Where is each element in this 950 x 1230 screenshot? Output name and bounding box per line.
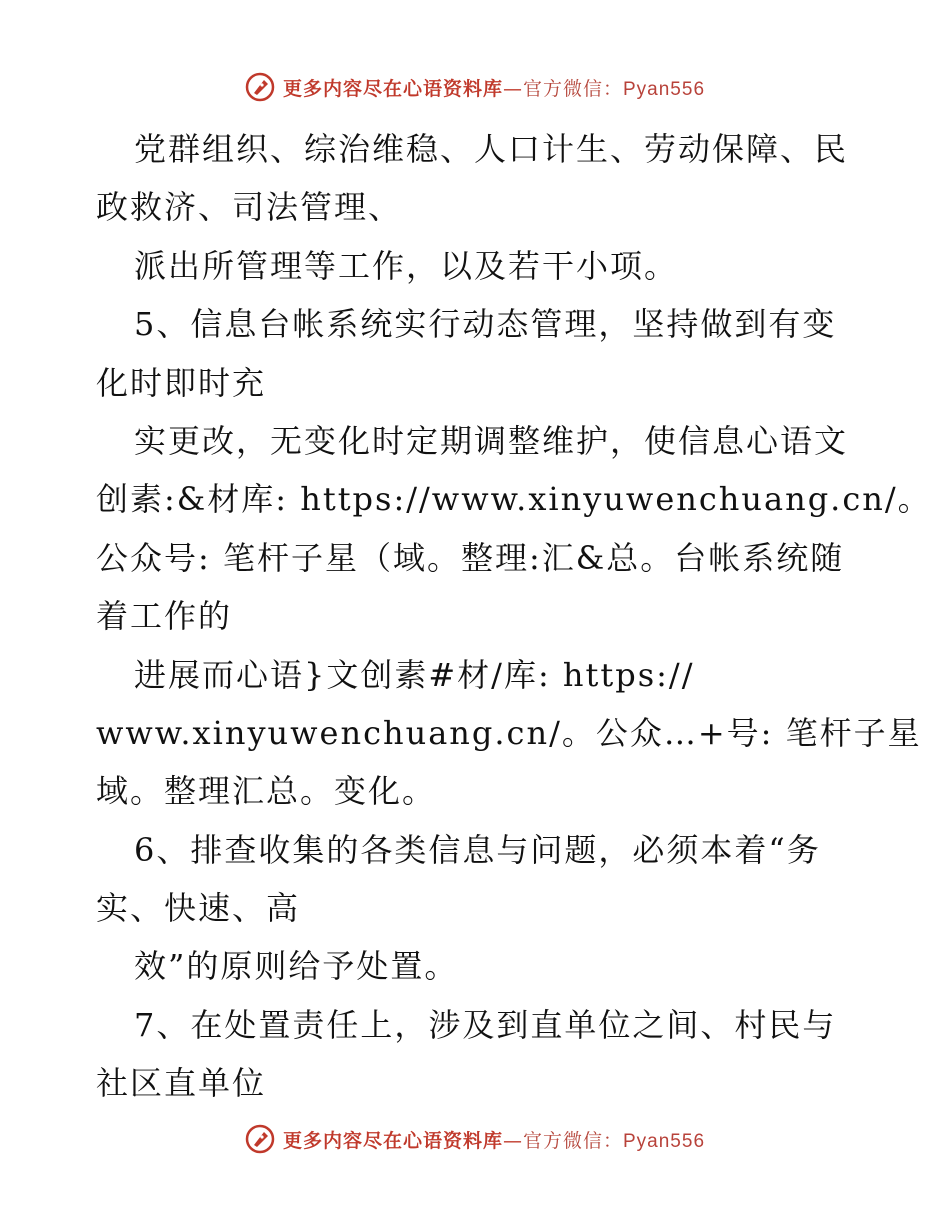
banner-wechat-id: Pyan556 (623, 78, 706, 100)
footer-banner (0, 1124, 950, 1154)
banner-text (283, 1126, 705, 1153)
body-line: 党群组织、综治维稳、人口计生、劳动保障、民 (134, 130, 849, 168)
banner-wechat-label: 官方微信： (522, 77, 623, 100)
banner-separator: — (502, 77, 523, 100)
banner-text (283, 74, 705, 101)
body-line: 着工作的 (96, 597, 233, 636)
pen-nib-logo-icon (245, 72, 275, 102)
body-line: 创素:&材库: https://www.xinyuwenchuang.cn/。 (96, 480, 932, 519)
pen-nib-logo-icon (245, 1124, 275, 1154)
banner-main-text: 更多内容尽在心语资料库 (282, 77, 503, 100)
body-line: 效”的原则给予处置。 (134, 947, 459, 986)
banner-wechat-label: 官方微信： (522, 1129, 623, 1152)
body-line: 公众号: 笔杆子星（域。整理:汇&总。台帐系统随 (96, 538, 845, 577)
body-line: 7、在处置责任上，涉及到直单位之间、村民与 (134, 1005, 837, 1044)
banner-wechat-id: Pyan556 (623, 1130, 706, 1152)
banner-main-text: 更多内容尽在心语资料库 (282, 1129, 503, 1152)
body-line: 5、信息台帐系统实行动态管理，坚持做到有变 (134, 305, 837, 344)
body-line: 派出所管理等工作，以及若干小项。 (134, 246, 679, 285)
banner-separator: — (502, 1129, 523, 1152)
body-line: 域。整理汇总。变化。 (96, 772, 437, 811)
body-line: www.xinyuwenchuang.cn/。公众…+号: 笔杆子星 (96, 713, 922, 752)
body-line: 实更改，无变化时定期调整维护，使信息心语文 (134, 421, 849, 460)
document-body (96, 120, 932, 1113)
body-line: 实、快速、高 (96, 889, 301, 928)
header-banner (0, 72, 950, 102)
body-line: 社区直单位 (96, 1064, 267, 1103)
body-line: 政救济、司法管理、 (96, 188, 403, 227)
body-line: 化时即时充 (96, 363, 267, 402)
body-line: 6、排查收集的各类信息与问题，必须本着“务 (134, 830, 821, 869)
body-line: 进展而心语}文创素#材/库: https:// (134, 655, 695, 694)
